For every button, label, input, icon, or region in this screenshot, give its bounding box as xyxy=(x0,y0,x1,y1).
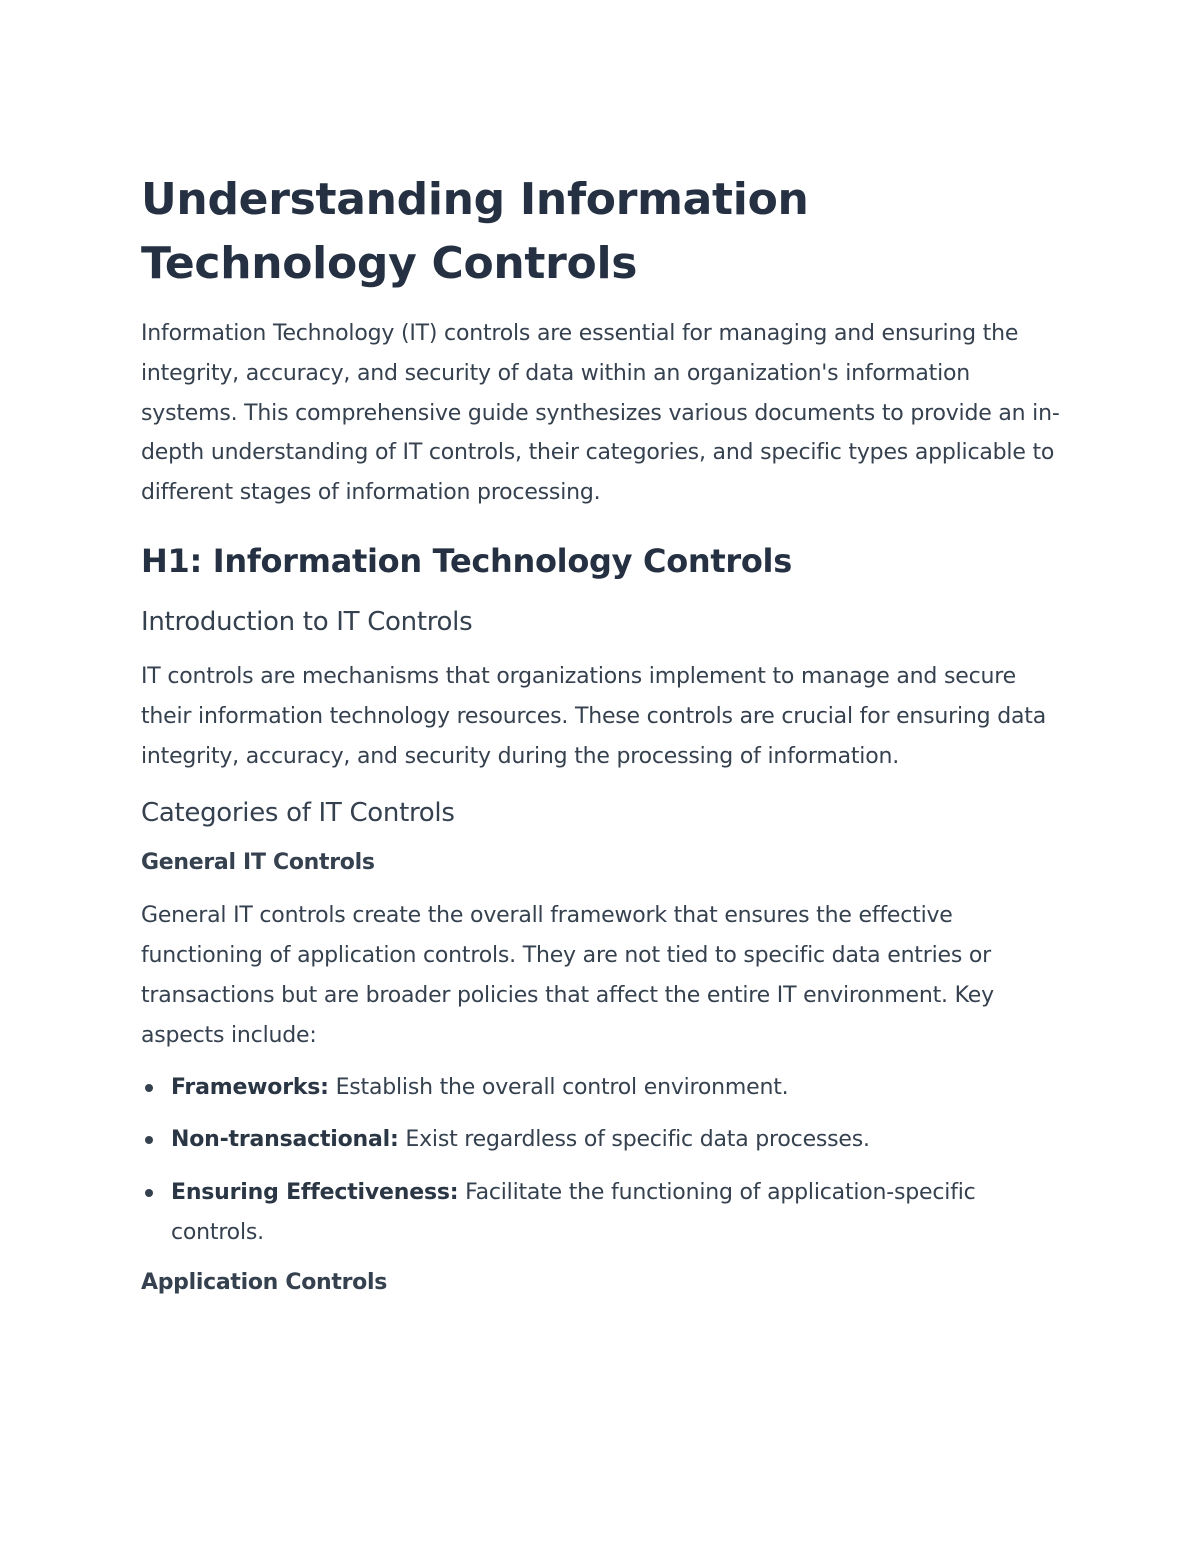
bullet-icon xyxy=(145,1189,153,1197)
intro-paragraph: Information Technology (IT) controls are essential for managing and ensuring the integrity, accuracy, and security of data within an organization's information systems. This comprehensive guide synthesizes various documents to provide an in-depth understanding of IT controls, their categories, and specific types applicable to different stages of information processing. xyxy=(141,321,1060,506)
subheading-introduction: Introduction to IT Controls xyxy=(141,606,473,637)
list-item xyxy=(141,1173,1061,1253)
bullet-text: Establish the overall control environment. xyxy=(328,1074,789,1100)
document-page xyxy=(141,168,1061,1300)
subheading-categories: Categories of IT Controls xyxy=(141,798,455,829)
introduction-paragraph: IT controls are mechanisms that organizations implement to manage and secure their information technology resources. These controls are crucial for ensuring data integrity, accuracy, and security during the processing of information. xyxy=(141,663,1046,769)
subheading-application-controls: Application Controls xyxy=(141,1269,388,1295)
list-item xyxy=(141,1068,1061,1108)
list-item xyxy=(141,1120,1061,1160)
bullet-term: Non-transactional: xyxy=(171,1127,399,1153)
bullet-term: Ensuring Effectiveness: xyxy=(171,1180,459,1206)
subheading-general-controls: General IT Controls xyxy=(141,850,375,876)
bullet-term: Frameworks: xyxy=(171,1074,329,1100)
general-controls-paragraph: General IT controls create the overall framework that ensures the effective functioning of application controls. They are not tied to specific data entries or transactions but are broader policies that affect the entire IT environment. Key aspects include: xyxy=(141,903,994,1048)
bullet-text: Facilitate the functioning of application-specific controls. xyxy=(171,1180,976,1245)
document-title: Understanding Information Technology Controls xyxy=(141,174,809,289)
general-controls-list xyxy=(141,1068,1061,1253)
bullet-icon xyxy=(145,1084,153,1092)
section-heading-h1: H1: Information Technology Controls xyxy=(141,541,792,580)
bullet-text: Exist regardless of specific data processes. xyxy=(398,1127,870,1153)
bullet-icon xyxy=(145,1136,153,1144)
